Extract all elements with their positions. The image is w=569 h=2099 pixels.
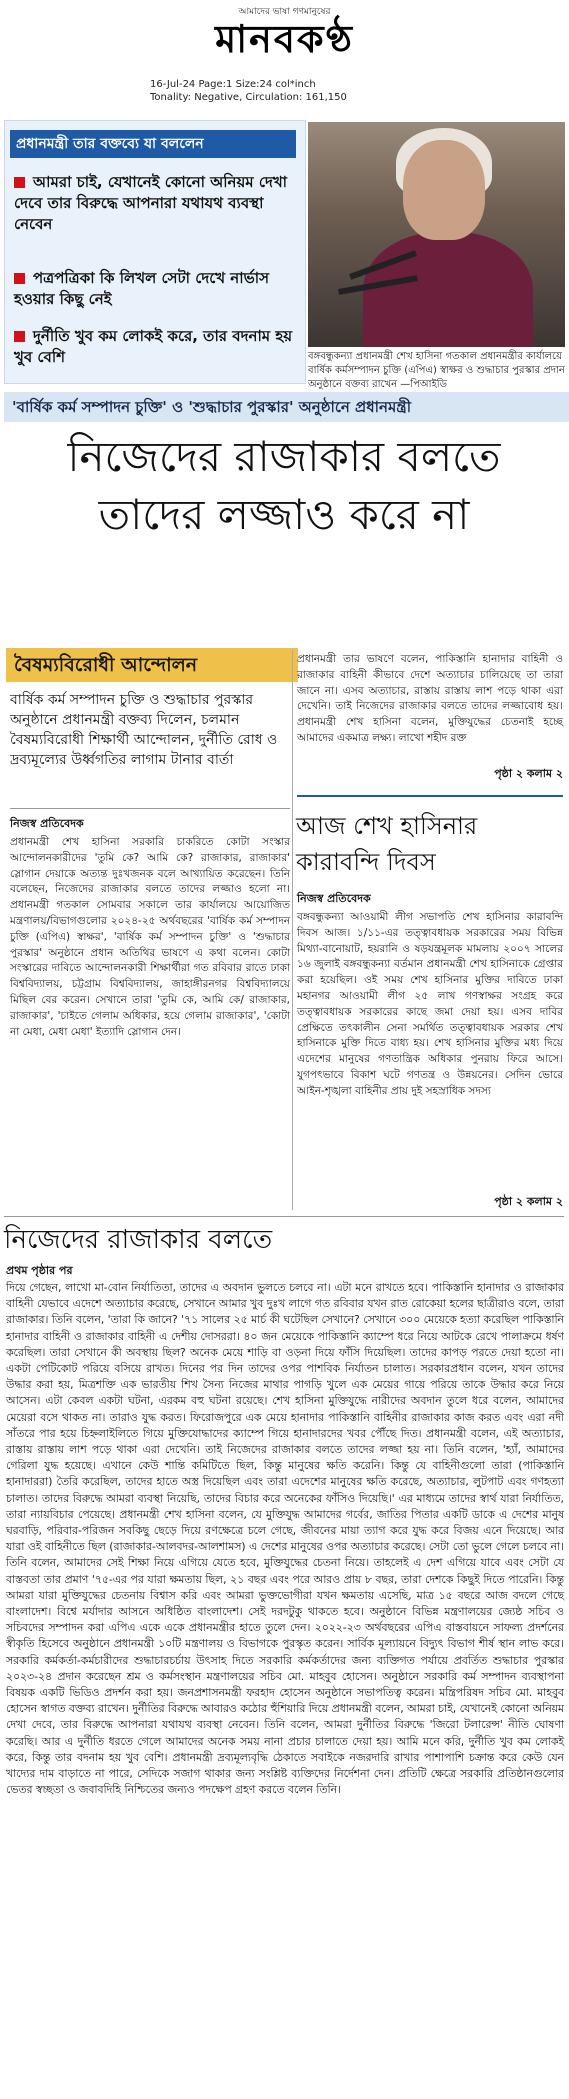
red-square-icon <box>14 273 25 284</box>
second-continued-label: পৃষ্ঠা ২ কলাম ২ <box>494 1195 563 1208</box>
highlight-bullet <box>14 172 294 235</box>
page2-subhead: প্রথম পৃষ্ঠার পর <box>6 1264 73 1277</box>
byline: নিজস্ব প্রতিবেদক <box>10 817 84 830</box>
clipping-meta <box>150 78 347 104</box>
red-square-icon <box>14 177 25 188</box>
red-square-icon <box>14 331 25 342</box>
intro-text: বার্ষিক কর্ম সম্পাদন চুক্তি ও শুদ্ধাচার পুরস্কার অনুষ্ঠানে প্রধানমন্ত্রী বক্তব্য দিলেন, চলমান বৈষম্যবিরোধী শিক্ষার্থী আন্দোলন, দুর্নীতি রোধ ও দ্রব্যমূল্যের উর্ধ্বগতির লাগাম টানার বার্তা <box>10 692 278 768</box>
masthead-tagline: আমাদের ভাষা গণমানুষের <box>238 7 331 17</box>
event-banner: 'বার্ষিক কর্ম সম্পাদন চুক্তি' ও 'শুদ্ধাচার পুরস্কার' অনুষ্ঠানে প্রধানমন্ত্রী <box>4 392 569 422</box>
column-divider <box>292 650 293 1210</box>
bullet-text: পত্রপত্রিকা কি লিখল সেটা দেখে নার্ভাস হওয়ার কিছু নেই <box>14 269 270 308</box>
page2-article-body: দিয়ে গেছেন, লাখো মা-বোন নির্যাতিতা, তাদের এ অবদান ভুলতে চলবে না। এটা মনে রাখতে হবে। পাকিস্তানি হানাদার ও রাজাকার বাহিনী যেভাবে এদেশে অত্যাচার করেছে, সেখানে আমার খুব দুঃখ লাগে গত রবিবার যখন রাত রোকেয়া হলের ছাত্রীরাও বলে, তারা রাজাকার। তিনি বলেন, 'তারা কি জানে? '৭১ সালের ২৫ মার্চ কী ঘটেছিল সেখানে? সেখানে ৩০০ মেয়েকে হত্যা করেছিল পাকিস্তানি হানাদার বাহিনী ও রাজাকার বাহিনী এ দেশীয় দোসররা। ৪০ জন মেয়েকে পাকিস্তানি ক্যাম্পে ধরে নিয়ে আটকে রেখে পালাক্রমে ধর্ষণ করেছিল। তারা সেখানে কী অবস্থায় ছিল? অনেক মেয়ে শাড়ি বা ওড়না দিয়ে ফাঁসি দিয়েছিল। তাদের কাপড় পরতে দেয়া হতো না। একটা পেটিকোট পরিয়ে বসিয়ে রাখত। দিনের পর দিন তাদের ওপর পাশবিক নির্যাতন চালাত। সরকারপ্রধান বলেন, যখন তাদের উদ্ধার করা হয়, মিত্রশক্তি এক ভারতীয় শিখ সৈন্য নিজের মাথার পাগড়ি খুলে এক মেয়ের গায়ে পরিয়ে তাকে উদ্ধার করে নিয়ে আসেন। এটা কেবল একটা ঘটনা, এরকম বহু ঘটনা রয়েছে। শেখ হাসিনা মুক্তিযুদ্ধে নারীদের অবদান তুলে ধরে বলেন, আমাদের মেয়েরা বসে থাকত না। তারাও যুদ্ধ করত। ফিরোজপুরে এক মেয়ে হানাদার পাকিস্তানি বাহিনীর রাজাকার কাজ করত এবং এরা নদী সাঁতরে পার হয়ে চিহ্নলাইলিতে গিয়ে মুক্তিযোদ্ধাদের ক্যাম্পে গিয়ে হানাদারদের খবর পৌঁছে দিত। প্রধানমন্ত্রী বলেন, এই অত্যাচার, রাস্তায় রাস্তায় লাশ পড়ে থাকা এরা দেখেনি। তাই নিজেদের রাজাকার বলতে তাদের লজ্জা হয় না। তিনি বলেন, 'হ্যাঁ, আমাদের গেরিলা যুদ্ধ হয়েছে। এখানে কেউ শান্তি কমিটিতে ছিল, কিন্তু মানুষের ক্ষতি করেনি। কিন্তু যে বাহিনীগুলো তারা (পাকিস্তানি হানাদাররা) তৈরি করেছিল, তাদের হাতে অস্ত্র দিয়েছিল এবং তারা এদেশের মানুষের ক্ষতি করেছে, অত্যাচার, লুটপাট এবং গণহত্যা চালাত। তাদের বিরুদ্ধে আমরা ব্যবস্থা নিয়েছি, তাদের বিচার করে অনেকের ফাঁসিও দিয়েছি।' এর মাধ্যমে তাদের স্বার্থ যারা নির্যাতিত, তারা ন্যায়বিচার পেয়েছে। প্রধানমন্ত্রী শেখ হাসিনা বলেন, যে মুক্তিযুদ্ধ আমাদের গর্বের, জাতির পিতার একটি ডাকে এ দেশের মানুষ ঘরবাড়ি, পরিবার-পরিজন সবকিছু ছেড়ে দিয়ে রণক্ষেত্রে চলে গেছে, জীবনের মায়া ত্যাগ করে যুদ্ধ করে বিজয় এনে দিয়েছে। আর যারা ওই বাহিনীতে ছিল (রাজাকার-আলবদর-আলশামস) এ দেশের মানুষের ওপর অত্যাচার করেছে। সেটা তো ভুলে গেলে চলবে না। তিনি বলেন, আমাদের সেই শিক্ষা নিয়ে এগিয়ে যেতে হবে, মুক্তিযুদ্ধের চেতনা নিয়ে। তাহলেই এ দেশ এগিয়ে যাবে এবং সেটা যে বাস্তবতা তার প্রমাণ '৭৫-এর পর যারা ক্ষমতায় ছিল, ২১ বছর এবং পরে আরও প্রায় ৮ বছর, তারা দেশকে কিছুই দিতে পারেনি। কিন্তু আমরা যারা মুক্তিযুদ্ধের চেতনায় বিশ্বাস করি এবং আমরা ভুক্তভোগীরা যখন ক্ষমতায় এসেছি, মাত্র ১৫ বছরে আজ বদলে গেছে বাংলাদেশ। বিশ্বে মর্যাদার আসনে অধিষ্ঠিত বাংলাদেশ। সেই দরদটুকু থাকতে হবে। অনুষ্ঠানে বিভিন্ন মন্ত্রণালয়ের জ্যেষ্ঠ সচিব ও সচিবদের সম্পাদন করা এপিএ একে একে প্রধানমন্ত্রীর হাতে তুলে দেন। ২০২২-২৩ অর্থবছরের এপিএ বাস্তবায়নে সাফল্য প্রদর্শনের স্বীকৃতি হিসেবে অনুষ্ঠানে প্রধানমন্ত্রী ১০টি মন্ত্রণালয় ও বিভাগকে পুরস্কৃত করেন। সার্বিক মূল্যায়নে বিদ্যুৎ বিভাগ শীর্ষ স্থান লাভ করে। সরকারি কর্মকর্তা-কর্মচারীদের শুদ্ধাচারচর্চায় উৎসাহ দিতে সরকারি কর্মকর্তাদের জন্য ব্যক্তিগত পর্যায়ে প্রবর্তিত শুদ্ধাচার পুরস্কার ২০২৩-২৪ প্রদান করেছেন শ্রম ও কর্মসংস্থান মন্ত্রণালয়ের সচিব মো. মাহবুব হোসেন। অনুষ্ঠানে সরকারি কর্ম সম্পাদন ব্যবস্থাপনা বিষয়ক একটি ভিডিও প্রদর্শন করা হয়। জনপ্রশাসনমন্ত্রী ফরহাদ হোসেন অনুষ্ঠানে সভাপতিত্ব করেন। মন্ত্রিপরিষদ সচিব মো. মাহবুব হোসেন স্বাগত বক্তব্য রাখেন। দুর্নীতির বিরুদ্ধে আবারও কঠোর হুঁশিয়ারি দিয়ে প্রধানমন্ত্রী বলেন, আমরা চাই, যেখানেই কোনো অনিয়ম দেখা দেবে, তার বিরুদ্ধে আপনারা যথাযথ ব্যবস্থা নেবেন। তিনি বলেন, আমরা দুর্নীতির বিরুদ্ধে 'জিরো টলারেন্স' নীতি ঘোষণা করেছি। আর এ দুর্নীতি ধরতে গেলে আমাদের অনেক সময় নানা প্রচার চালাতে দেয়া হয়। আমি মনে করি, দুর্নীতি খুব কম লোকই করে, কিন্তু তার বদনাম হয় খুব বেশি। প্রধানমন্ত্রী দ্রব্যমূল্যবৃদ্ধি ঠেকাতে সবাইকে নজরদারি রাখার পাশাপাশি চক্রান্ত করে কেউ যেন খাদ্যের দাম বাড়াতে না পারে, সেদিকে সজাগ থাকার জন্য সংশ্লিষ্ট ব্যক্তিদের নির্দেশনা দেন। প্রতিটি ক্ষেত্রে সরকারি প্রতিষ্ঠানগুলোর ভেতর স্বচ্ছতা ও জবাবদিহি নিশ্চিতের জন্যও পদক্ষেপ গ্রহণ করতে বলেন তিনি। <box>6 1281 564 1797</box>
main-article-body: প্রধানমন্ত্রী শেখ হাসিনা সরকারি চাকরিতে কোটা সংস্কার আন্দোলনকারীদের 'তুমি কে? আমি কে? রাজাকার, রাজাকার' স্লোগান দেয়াকে অত্যন্ত দুঃখজনক বলে আখ্যায়িত করেছেন। তিনি বলেছেন, নিজেদের রাজাকার বলতে তাদের লজ্জাও হলো না। প্রধানমন্ত্রী গতকাল সোমবার সকালে তার কার্যালয়ে আয়োজিত মন্ত্রণালয়/বিভাগগুলোর ২০২৪-২৫ অর্থবছরের 'বার্ষিক কর্ম সম্পাদন চুক্তি (এপিএ) স্বাক্ষর', 'বার্ষিক কর্ম সম্পাদন চুক্তি' ও 'শুদ্ধাচার পুরস্কার' অনুষ্ঠানে প্রধান অতিথির ভাষণে এ কথা বলেন। কোটা সংস্কারের দাবিতে আন্দোলনকারী শিক্ষার্থীরা গত রবিবার রাতে ঢাকা বিশ্ববিদ্যালয়, চট্টগ্রাম বিশ্ববিদ্যালয়, জাহাঙ্গীরনগর বিশ্ববিদ্যালয়ে মিছিল বের করেন। সেখানে তারা 'তুমি কে, আমি কে/ রাজাকার, রাজাকার', 'চাইতে গেলাম অধিকার, হয়ে গেলাম রাজাকার', 'কোটা না মেধা, মেধা মেধা' ইত্যাদি স্লোগান দেন। <box>10 836 290 1038</box>
headline-line-2: তাদের লজ্জাও করে না <box>98 490 470 539</box>
masthead <box>0 0 569 74</box>
main-headline <box>4 428 564 544</box>
prime-minister-photo <box>308 122 565 347</box>
photo-caption: বঙ্গবন্ধুকন্যা প্রধানমন্ত্রী শেখ হাসিনা গতকাল প্রধানমন্ত্রীর কার্যালয়ে বার্ষিক কর্মসম্পাদন চুক্তি (এপিএ) স্বাক্ষর ও শুদ্ধাচার পুরস্কার প্রদান অনুষ্ঠানে বক্তব্য রাখেন —পিআইডি <box>308 351 565 390</box>
highlight-title: প্রধানমন্ত্রী তার বক্তব্যে যা বললেন <box>10 130 296 158</box>
bullet-text: আমরা চাই, যেখানেই কোনো অনিয়ম দেখা দেবে তার বিরুদ্ধে আপনারা যথাযথ ব্যবস্থা নেবেন <box>14 173 288 233</box>
right-article-body: প্রধানমন্ত্রী তার ভাষণে বলেন, পাকিস্তানি হানাদার বাহিনী ও রাজাকার বাহিনী কীভাবে দেশে অত্যাচার চালিয়েছে তা তারা জানে না। এসব অত্যাচার, রাস্তায় রাস্তায় লাশ পড়ে থাকা এরা দেখেনি। তাই নিজেদের রাজাকার বলতে তাদের লজ্জাবোধ হয়। প্রধানমন্ত্রী শেখ হাসিনা বলেন, মুক্তিযুদ্ধের চেতনাই হচ্ছে আমাদের একমাত্র লক্ষ্য। লাখো শহীদ রক্ত <box>297 653 563 744</box>
highlight-bullet <box>14 326 294 368</box>
divider <box>10 808 290 809</box>
divider <box>4 1216 564 1217</box>
divider <box>297 795 563 797</box>
topic-tag: বৈষম্যবিরোধী আন্দোলন <box>6 648 298 682</box>
page2-headline: নিজেদের রাজাকার বলতে <box>4 1225 273 1255</box>
second-headline: আজ শেখ হাসিনার কারাবন্দি দিবস <box>296 812 478 876</box>
bullet-text: দুর্নীতি খুব কম লোকই করে, তার বদনাম হয় খুব বেশি <box>14 327 293 366</box>
meta-line-2: Tonality: Negative, Circulation: 161,150 <box>150 92 347 103</box>
continued-label: পৃষ্ঠা ২ কলাম ২ <box>494 767 563 780</box>
second-article-body: বঙ্গবন্ধুকন্যা আওয়ামী লীগ সভাপতি শেখ হাসিনার কারাবন্দি দিবস আজ। ১/১১-এর তত্ত্বাবধায়ক সরকারের সময় বিভিন্ন মিথ্যা-বানোয়াট, হয়রানি ও ষড়যন্ত্রমূলক মামলায় ২০০৭ সালের ১৬ জুলাই বঙ্গবন্ধুকন্যা বর্তমান প্রধানমন্ত্রী শেখ হাসিনাকে গ্রেপ্তার করা হয়েছিল। ওই সময় শেখ হাসিনার মুক্তির দাবিতে ঢাকা মহানগর আওয়ামী লীগ ২৫ লাখ গণস্বাক্ষর সংগ্রহ করে তত্ত্বাবধায়ক সরকারের কাছে জমা দেয়া হয়। এসব দাবির প্রেক্ষিতে তৎকালীন সেনা সমর্থিত তত্ত্বাবধায়ক সরকার শেখ হাসিনাকে মুক্তি দিতে বাধ্য হয়। শেখ হাসিনার মুক্তির মধ্য দিয়ে এদেশের মানুষের গণতান্ত্রিক অধিকার পুনরায় ফিরে আসে। যুগপৎভাবে বিকাশ ঘটে গণতন্ত্র ও উন্নয়নের। সেদিন ভোরে আইন-শৃঙ্খলা বাহিনীর প্রায় দুই সহস্রাধিক সদস্য <box>297 911 563 1097</box>
second-byline: নিজস্ব প্রতিবেদক <box>297 892 371 905</box>
headline-line-1: নিজেদের রাজাকার বলতে <box>67 432 501 481</box>
highlight-bullet <box>14 268 294 310</box>
meta-line-1: 16-Jul-24 Page:1 Size:24 col*inch <box>150 79 316 90</box>
newspaper-logo: মানবকণ্ঠ <box>215 16 354 61</box>
